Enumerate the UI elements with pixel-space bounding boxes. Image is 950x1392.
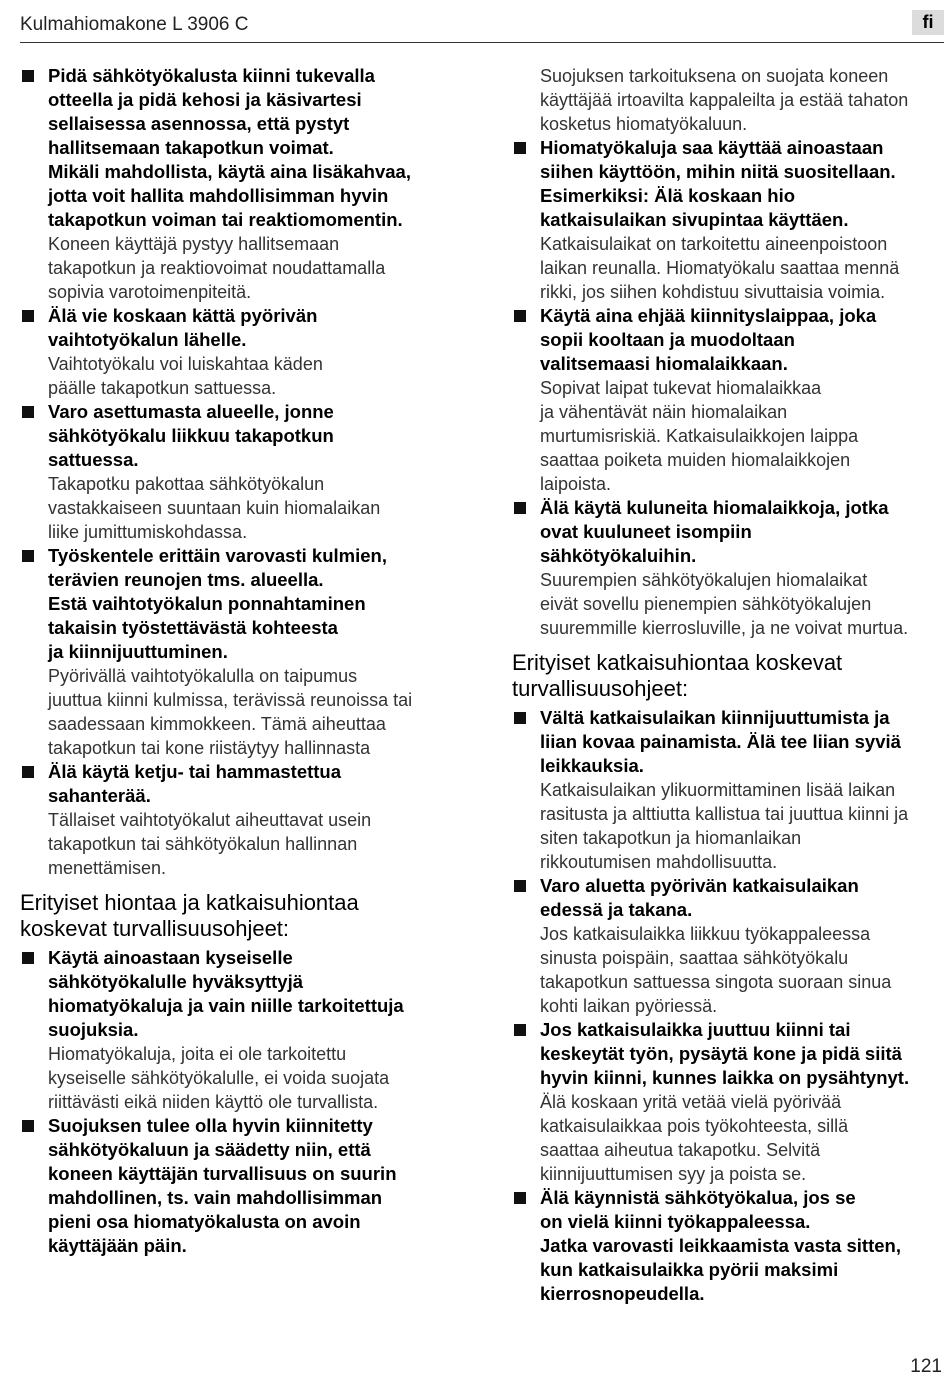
page-number: 121 (910, 1356, 942, 1377)
warning-text-line: mahdollinen, ts. vain mahdollisimman (48, 1187, 383, 1208)
explanation-text-line: sopivia varotoimenpiteitä. (48, 282, 252, 302)
explanation-text-line: murtumisriskiä. Katkaisulaikkojen laippa (540, 426, 859, 446)
square-bullet-icon (22, 70, 34, 82)
list-item (20, 400, 460, 544)
square-bullet-icon (514, 1192, 526, 1204)
list-item (20, 544, 460, 760)
square-bullet-icon (514, 142, 526, 154)
explanation-text-line: Suurempien sähkötyökalujen hiomalaikat (540, 570, 868, 590)
explanation-text-line: rikkoutumisen mahdollisuutta. (540, 852, 778, 872)
warning-text-line: otteella ja pidä kehosi ja käsivartesi (48, 89, 362, 110)
body-text-line: Suojuksen tarkoituksena on suojata koneen (540, 66, 889, 86)
warning-text-line: takapotkun voiman tai reaktiomomentin. (48, 209, 403, 230)
square-bullet-icon (22, 1120, 34, 1132)
warning-text-line: sähkötyökalulle hyväksyttyjä (48, 971, 304, 992)
explanation-text-line: laikan reunalla. Hiomatyökalu saattaa mennä (540, 258, 900, 278)
square-bullet-icon (22, 952, 34, 964)
section-title-line: koskevat turvallisuusohjeet: (20, 916, 290, 941)
warning-text-line: Työskentele erittäin varovasti kulmien, (48, 545, 387, 566)
explanation-text-line: laipoista. (540, 474, 612, 494)
right-items (512, 136, 946, 640)
explanation-text-line: Älä koskaan yritä vetää vielä pyörivää (540, 1092, 842, 1112)
explanation-text-line: kohti laikan pyöriessä. (540, 996, 718, 1016)
explanation-text-line: Katkaisulaikat on tarkoitettu aineenpoistoon (540, 234, 888, 254)
warning-text-line: Jatka varovasti leikkaamista vasta sitten, (540, 1235, 901, 1256)
warning-text-line: Pidä sähkötyökalusta kiinni tukevalla (48, 65, 375, 86)
square-bullet-icon (514, 712, 526, 724)
left-section-items (20, 946, 460, 1258)
warning-text-line: ja kiinnijuuttuminen. (48, 641, 228, 662)
warning-text-line: sähkötyökalu liikkuu takapotkun (48, 425, 334, 446)
warning-text-line: pieni osa hiomatyökalusta on avoin (48, 1211, 361, 1232)
warning-text-line: sähkötyökaluun ja säädetty niin, että (48, 1139, 371, 1160)
warning-text-line: Käytä aina ehjää kiinnityslaippaa, joka (540, 305, 877, 326)
list-item (512, 1018, 946, 1186)
warning-text-line: valitsemaasi hiomalaikkaan. (540, 353, 788, 374)
document-title: Kulmahiomakone L 3906 C (20, 14, 249, 35)
explanation-text-line: kyseiselle sähkötyökalulle, ei voida suojata (48, 1068, 390, 1088)
warning-text-line: Suojuksen tulee olla hyvin kiinnitetty (48, 1115, 373, 1136)
warning-text-line: edessä ja takana. (540, 899, 693, 920)
section-title-line: Erityiset hiontaa ja katkaisuhiontaa (20, 890, 359, 915)
square-bullet-icon (514, 880, 526, 892)
section-title-grinding (20, 890, 460, 942)
list-item (512, 304, 946, 496)
body-text-line: käyttäjää irtoavilta kappaleilta ja estää tahaton (540, 90, 909, 110)
explanation-text-line: takapotkun sattuessa singota suoraan sinua (540, 972, 892, 992)
page-header (20, 10, 944, 43)
warning-text-line: Varo aluetta pyörivän katkaisulaikan (540, 875, 859, 896)
list-item (20, 64, 460, 304)
warning-text-line: Älä käynnistä sähkötyökalua, jos se (540, 1187, 856, 1208)
list-item (20, 760, 460, 880)
warning-text-line: hallitsemaan takapotkun voimat. (48, 137, 334, 158)
explanation-text-line: menettämisen. (48, 858, 167, 878)
warning-text-line: Estä vaihtotyökalun ponnahtaminen (48, 593, 366, 614)
list-item (512, 136, 946, 304)
explanation-text-line: kiinnijuuttumisen syy ja poista se. (540, 1164, 807, 1184)
warning-text-line: Älä käytä ketju- tai hammastettua (48, 761, 342, 782)
square-bullet-icon (514, 502, 526, 514)
warning-text-line: Vältä katkaisulaikan kiinnijuuttumista ja (540, 707, 890, 728)
left-items (20, 64, 460, 880)
language-badge: fi (912, 10, 944, 35)
explanation-text-line: Vaihtotyökalu voi luiskahtaa käden (48, 354, 323, 374)
warning-text-line: keskeytät työn, pysäytä kone ja pidä siitä (540, 1043, 902, 1064)
warning-text-line: leikkauksia. (540, 755, 644, 776)
list-item (512, 706, 946, 874)
explanation-text-line: juuttua kiinni kulmissa, terävissä reunoissa tai (48, 690, 413, 710)
warning-text-line: katkaisulaikan sivupintaa käyttäen. (540, 209, 849, 230)
warning-text-line: hiomatyökaluja ja vain niille tarkoitettuja (48, 995, 404, 1016)
explanation-text-line: Takapotku pakottaa sähkötyökalun (48, 474, 325, 494)
explanation-text-line: sinusta poispäin, saattaa sähkötyökalu (540, 948, 849, 968)
warning-text-line: Käytä ainoastaan kyseiselle (48, 947, 293, 968)
warning-text-line: sahanterää. (48, 785, 151, 806)
guard-purpose-lines (540, 64, 946, 136)
guard-purpose-text (512, 64, 946, 136)
warning-text-line: siihen käyttöön, mihin niitä suositellaan. (540, 161, 896, 182)
right-section-items (512, 706, 946, 1306)
warning-text-line: on vielä kiinni työkappaleessa. (540, 1211, 811, 1232)
explanation-text-line: saattaa aiheutua takapotku. Selvitä (540, 1140, 821, 1160)
square-bullet-icon (514, 1024, 526, 1036)
warning-text-line: jotta voit hallita mahdollisimman hyvin (48, 185, 389, 206)
warning-text-line: hyvin kiinni, kunnes laikka on pysähtynyt. (540, 1067, 910, 1088)
explanation-text-line: takapotkun ja reaktiovoimat noudattamalla (48, 258, 386, 278)
explanation-text-line: Tällaiset vaihtotyökalut aiheuttavat usein (48, 810, 372, 830)
explanation-text-line: takapotkun tai sähkötyökalun hallinnan (48, 834, 358, 854)
warning-text-line: sopii kooltaan ja muodoltaan (540, 329, 795, 350)
explanation-text-line: päälle takapotkun sattuessa. (48, 378, 277, 398)
warning-text-line: sattuessa. (48, 449, 139, 470)
explanation-text-line: Hiomatyökaluja, joita ei ole tarkoitettu (48, 1044, 347, 1064)
square-bullet-icon (514, 310, 526, 322)
warning-text-line: terävien reunojen tms. alueella. (48, 569, 324, 590)
warning-text-line: Esimerkiksi: Älä koskaan hio (540, 185, 796, 206)
warning-text-line: Hiomatyökaluja saa käyttää ainoastaan (540, 137, 884, 158)
explanation-text-line: suuremmille kierrosluville, ja ne voivat murtua. (540, 618, 909, 638)
explanation-text-line: rikki, jos siihen kohdistuu sivuttaisia voimia. (540, 282, 886, 302)
explanation-text-line: eivät sovellu pienempien sähkötyökalujen (540, 594, 872, 614)
warning-text-line: Mikäli mahdollista, käytä aina lisäkahvaa, (48, 161, 411, 182)
explanation-text-line: riittävästi eikä niiden käyttö ole turvallista. (48, 1092, 379, 1112)
explanation-text-line: siten takapotkun ja hiomanlaikan (540, 828, 802, 848)
explanation-text-line: takapotkun tai kone riistäytyy hallinnasta (48, 738, 371, 758)
section-title-line: Erityiset katkaisuhiontaa koskevat (512, 650, 843, 675)
warning-text-line: vaihtotyökalun lähelle. (48, 329, 247, 350)
warning-text-line: Älä käytä kuluneita hiomalaikkoja, jotka (540, 497, 889, 518)
warning-text-line: Varo asettumasta alueelle, jonne (48, 401, 334, 422)
warning-text-line: Jos katkaisulaikka juuttuu kiinni tai (540, 1019, 851, 1040)
square-bullet-icon (22, 310, 34, 322)
body-text-line: kosketus hiomatyökaluun. (540, 114, 748, 134)
explanation-text-line: vastakkaiseen suuntaan kuin hiomalaikan (48, 498, 381, 518)
explanation-text-line: Sopivat laipat tukevat hiomalaikkaa (540, 378, 822, 398)
explanation-text-line: Koneen käyttäjä pystyy hallitsemaan (48, 234, 340, 254)
list-item (512, 1186, 946, 1306)
explanation-text-line: Katkaisulaikan ylikuormittaminen lisää laikan (540, 780, 896, 800)
warning-text-line: ovat kuuluneet isompiin (540, 521, 752, 542)
explanation-text-line: liike jumittumiskohdassa. (48, 522, 248, 542)
explanation-text-line: Jos katkaisulaikka liikkuu työkappaleessa (540, 924, 871, 944)
warning-text-line: liian kovaa painamista. Älä tee liian syviä (540, 731, 901, 752)
square-bullet-icon (22, 766, 34, 778)
explanation-text-line: rasitusta ja alttiutta kallistua tai juuttua kiinni ja (540, 804, 909, 824)
warning-text-line: sähkötyökaluihin. (540, 545, 697, 566)
explanation-text-line: Pyörivällä vaihtotyökalulla on taipumus (48, 666, 358, 686)
warning-text-line: suojuksia. (48, 1019, 139, 1040)
list-item (512, 874, 946, 1018)
list-item (20, 946, 460, 1114)
section-title-cutting (512, 650, 946, 702)
warning-text-line: koneen käyttäjän turvallisuus on suurin (48, 1163, 397, 1184)
left-column (20, 64, 460, 1258)
list-item (20, 304, 460, 400)
explanation-text-line: saattaa poiketa muiden hiomalaikkojen (540, 450, 851, 470)
warning-text-line: sellaisessa asennossa, että pystyt (48, 113, 350, 134)
list-item (512, 496, 946, 640)
right-column (512, 64, 946, 1306)
list-item (20, 1114, 460, 1258)
warning-text-line: takaisin työstettävästä kohteesta (48, 617, 338, 638)
explanation-text-line: saadessaan kimmokkeen. Tämä aiheuttaa (48, 714, 386, 734)
warning-text-line: käyttäjään päin. (48, 1235, 187, 1256)
square-bullet-icon (22, 550, 34, 562)
warning-text-line: Älä vie koskaan kättä pyörivän (48, 305, 318, 326)
square-bullet-icon (22, 406, 34, 418)
warning-text-line: kun katkaisulaikka pyörii maksimi (540, 1259, 839, 1280)
warning-text-line: kierrosnopeudella. (540, 1283, 705, 1304)
explanation-text-line: ja vähentävät näin hiomalaikan (540, 402, 788, 422)
explanation-text-line: katkaisulaikkaa pois työkohteesta, sillä (540, 1116, 849, 1136)
section-title-line: turvallisuusohjeet: (512, 676, 689, 701)
